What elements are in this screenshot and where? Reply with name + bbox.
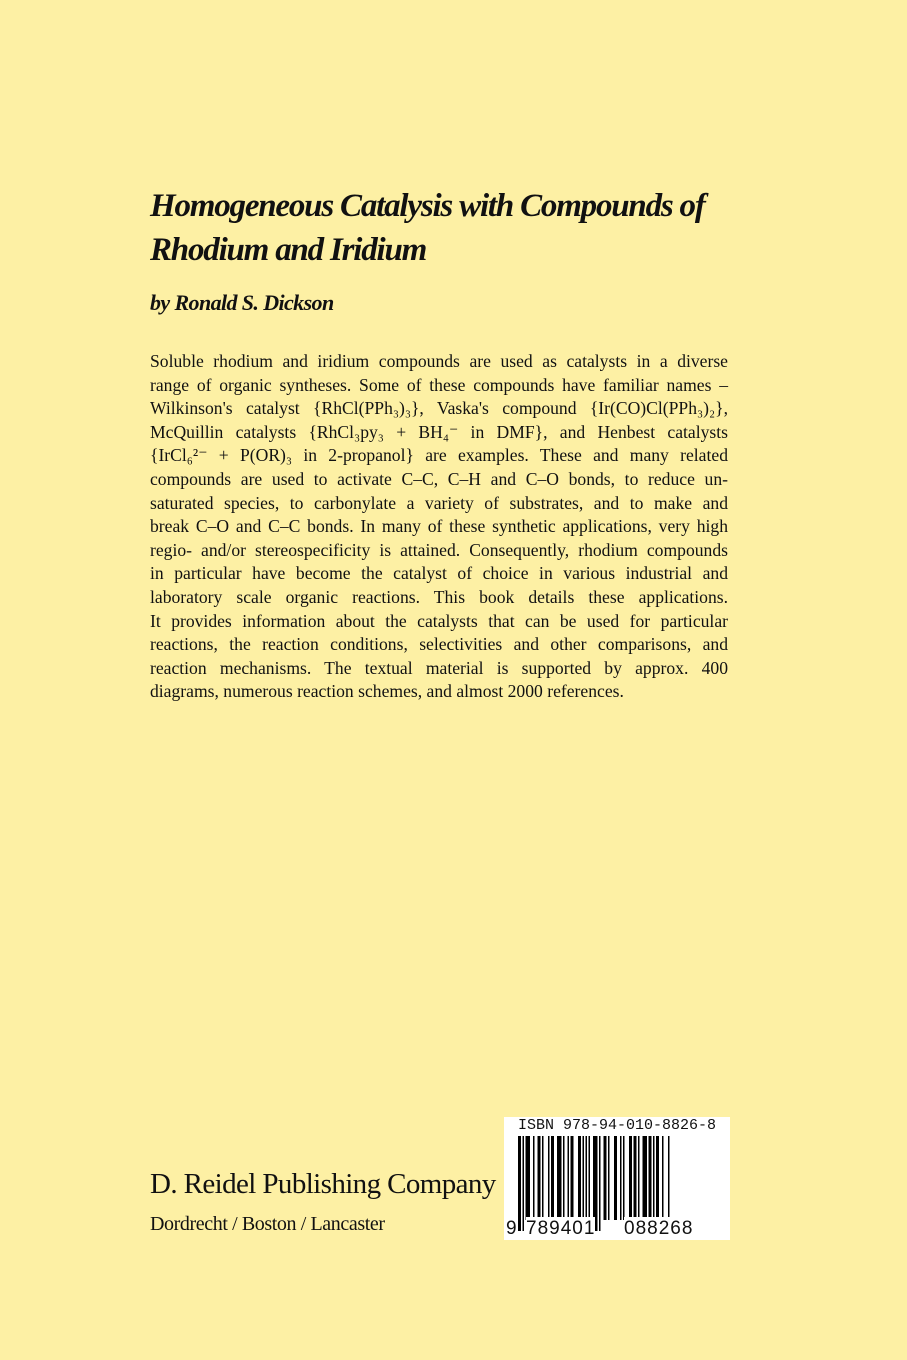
description-line: laboratory scale organic reactions. This book details these applications.	[150, 586, 728, 607]
description-line: McQuillin catalysts {RhCl₃py₃ + BH₄⁻ in DMF}, and Henbest catalysts	[150, 421, 728, 442]
description-line: compounds are used to activate C–C, C–H and C–O bonds, to reduce un-	[150, 468, 728, 489]
isbn-label: ISBN 978-94-010-8826-8	[517, 1117, 717, 1134]
publisher-cities: Dordrecht / Boston / Lancaster	[150, 1213, 385, 1235]
description-line: regio- and/or stereospecificity is attained. Consequently, rhodium compounds	[150, 539, 728, 560]
barcode-bar	[548, 1136, 550, 1220]
description-line: It provides information about the catalysts that can be used for particular	[150, 610, 728, 631]
description-line: range of organic syntheses. Some of these compounds have familiar names –	[150, 374, 728, 395]
description-line: {IrCl₆²⁻ + P(OR)₃ in 2-propanol} are examples. These and many related	[150, 445, 728, 466]
barcode-digits-right: 088268	[624, 1218, 694, 1239]
book-title	[150, 184, 830, 272]
barcode-bar	[586, 1136, 588, 1220]
description-line: Soluble rhodium and iridium compounds are used as catalysts in a diverse	[150, 351, 728, 371]
barcode-digits-left: 789401	[526, 1218, 596, 1239]
barcode-bar	[563, 1136, 565, 1220]
barcode-bar	[557, 1136, 562, 1220]
description-line: diagrams, numerous reaction schemes, and almost 2000 references.	[150, 681, 624, 702]
description-line: Wilkinson's catalyst {RhCl(PPh₃)₃}, Vaska's compound {Ir(CO)Cl(PPh₃)₂},	[150, 398, 728, 419]
barcode-bar	[533, 1136, 535, 1220]
isbn-barcode	[504, 1117, 730, 1240]
description-line: reactions, the reaction conditions, selectivities and other comparisons, and	[150, 634, 728, 655]
barcode-bar	[583, 1136, 585, 1220]
book-title-line-1: Homogeneous Catalysis with Compounds of	[150, 188, 705, 224]
barcode-bar	[653, 1136, 655, 1220]
barcode-bar	[578, 1136, 581, 1220]
barcode-digits	[504, 1217, 730, 1240]
description-line: in particular have become the catalyst of choice in various industrial and	[150, 563, 728, 584]
barcode-bar	[614, 1136, 617, 1220]
barcode-digit-first: 9	[506, 1218, 517, 1239]
description-line: reaction mechanisms. The textual material is supported by approx. 400	[150, 657, 728, 678]
description-line: break C–O and C–C bonds. In many of these synthetic applications, very high	[150, 516, 728, 537]
barcode-bar	[638, 1136, 640, 1220]
barcode-bar	[608, 1136, 610, 1220]
barcode-bar	[649, 1136, 652, 1220]
barcode-bar	[629, 1136, 632, 1220]
barcode-bar	[634, 1136, 637, 1220]
book-title-line-2: Rhodium and Iridium	[150, 232, 427, 268]
barcode-bar	[623, 1136, 625, 1220]
barcode-bar	[620, 1136, 622, 1220]
barcode-bar	[538, 1136, 541, 1220]
book-description	[150, 350, 728, 704]
barcode-bar	[542, 1136, 544, 1220]
description-line: saturated species, to carbonylate a variety of substrates, and to make and	[150, 492, 728, 513]
publisher-name: D. Reidel Publishing Company	[150, 1168, 496, 1200]
barcode-bar	[656, 1136, 659, 1220]
barcode-bar	[643, 1136, 648, 1220]
barcode-bar	[526, 1136, 531, 1220]
barcode-bar	[551, 1136, 554, 1220]
barcode-bar	[662, 1136, 664, 1220]
barcode-bar	[568, 1136, 570, 1220]
barcode-bar	[571, 1136, 574, 1220]
barcode-bar	[604, 1136, 607, 1220]
author-byline: by Ronald S. Dickson	[150, 290, 334, 315]
